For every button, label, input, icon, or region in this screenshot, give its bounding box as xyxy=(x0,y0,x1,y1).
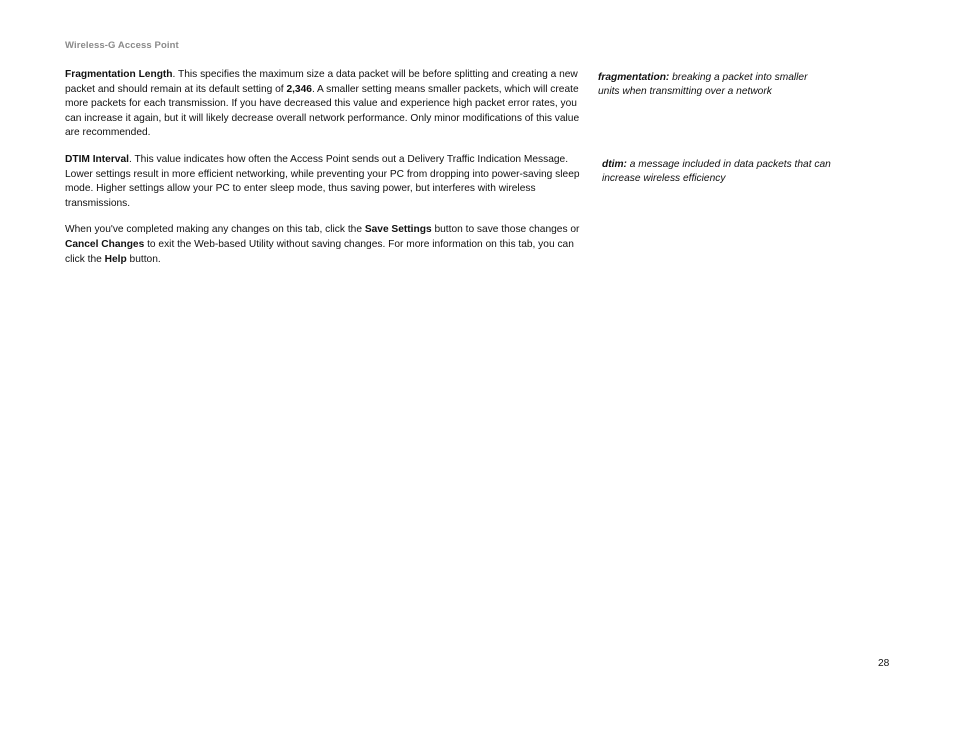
fragmentation-length-term: Fragmentation Length xyxy=(65,69,173,80)
paragraph-text: . A smaller setting means smaller packets, which will create more packets for each transmission. If you have decreased this value and experience high packet error rates, you can increase it again, but it will likely decrease overall network performance. Only minor modifications of this value are recommended. xyxy=(65,83,580,139)
glossary-definition: a message included in data packets that can increase wireless efficiency xyxy=(602,159,831,185)
running-header: Wireless-G Access Point xyxy=(65,40,179,51)
default-value: 2,346 xyxy=(286,83,312,95)
main-content xyxy=(65,68,583,279)
fragmentation-length-paragraph xyxy=(65,68,583,141)
paragraph-text: button. xyxy=(126,253,161,265)
help-term: Help xyxy=(104,253,127,265)
fragmentation-glossary-note xyxy=(598,71,828,99)
paragraph-text: . This value indicates how often the Access Point sends out a Delivery Traffic Indication Message. Lower settings result in more efficient networking, while preventing your PC from dropping into power-saving sleep mode. Higher settings allow your PC to enter sleep mode, thus saving power, but interferes with wireless transmissions. xyxy=(65,153,580,209)
paragraph-text: When you've completed making any changes on this tab, click the xyxy=(65,224,365,236)
paragraph-text: to exit the Web-based Utility without saving changes. For more information on this tab, you can click the xyxy=(65,238,574,265)
cancel-changes-term: Cancel Changes xyxy=(65,238,145,250)
paragraph-text: button to save those changes or xyxy=(431,224,580,236)
glossary-term: fragmentation: xyxy=(598,72,670,83)
dtim-interval-term: DTIM Interval xyxy=(65,153,129,165)
closing-paragraph xyxy=(65,223,583,267)
page-number: 28 xyxy=(878,658,890,669)
glossary-definition: breaking a packet into smaller units when transmitting over a network xyxy=(598,72,808,98)
glossary-term: dtim: xyxy=(602,159,627,170)
paragraph-text: . This specifies the maximum size a data packet will be before splitting and creating a new packet and should remain at its default setting of xyxy=(65,69,578,95)
dtim-interval-paragraph xyxy=(65,153,583,211)
dtim-glossary-note xyxy=(602,158,832,186)
save-settings-term: Save Settings xyxy=(364,224,432,236)
